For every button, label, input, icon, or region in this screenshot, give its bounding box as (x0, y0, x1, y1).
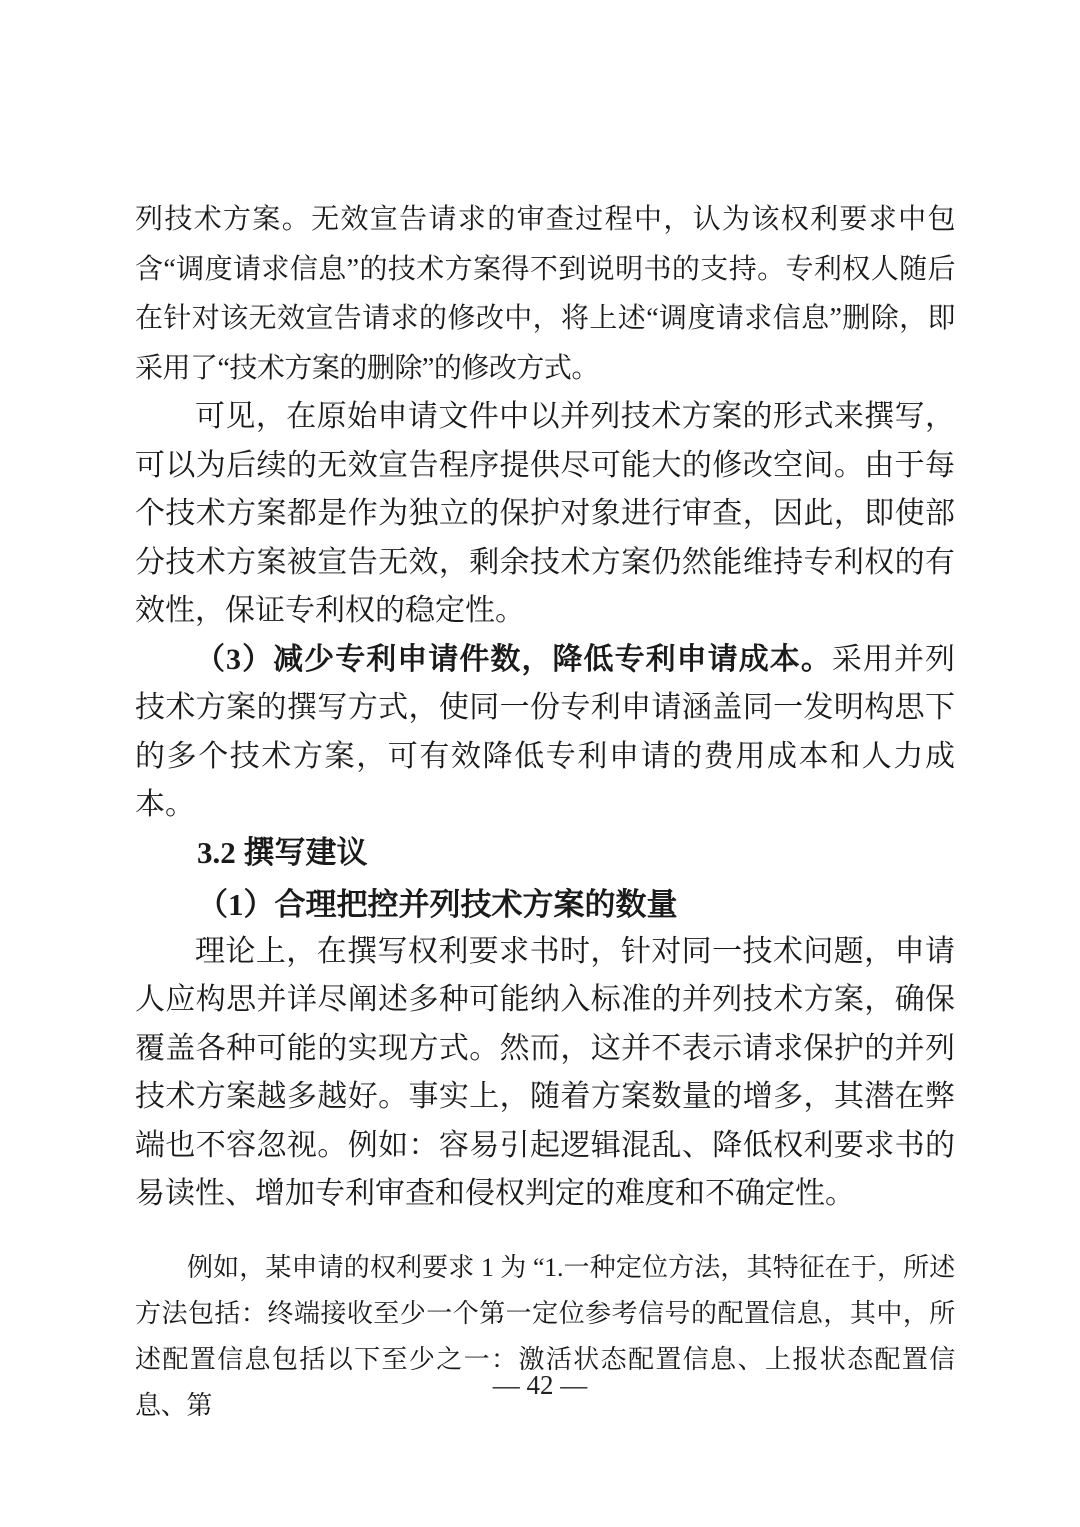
section-heading-3-2: 3.2 撰写建议 (197, 834, 368, 870)
document-body (135, 195, 955, 1429)
page-number: — 42 — (492, 1370, 588, 1400)
paragraph-example-continuation: 列技术方案。无效宣告请求的审查过程中，认为该权利要求中包含“调度请求信息”的技术方案得不到说明书的支持。专利权人随后在针对该无效宣告请求的修改中，将上述“调度请求信息”删除，即采用了“技术方案的删除”的修改方式。 (135, 204, 955, 384)
subsection-heading-1: （1）合理把控并列技术方案的数量 (197, 886, 678, 922)
benefit-3-bold-lead: （3）减少专利申请件数，降低专利申请成本。 (195, 642, 832, 676)
page-footer (0, 1368, 1080, 1402)
paragraph-theory: 理论上，在撰写权利要求书时，针对同一技术问题，申请人应构思并详尽阐述多种可能纳入标准的并列技术方案，确保覆盖各种可能的实现方式。然而，这并不表示请求保护的并列技术方案越多越好。事实上，随着方案数量的增多，其潜在弊端也不容忽视。例如：容易引起逻辑混乱、降低权利要求书的易读性、增加专利审查和侵权判定的难度和不确定性。 (135, 934, 955, 1210)
benefit-3-text: 采用并列技术方案的撰写方式，使同一份专利申请涵盖同一发明构思下的多个技术方案，可有效降低专利申请的费用成本和人力成本。 (135, 642, 956, 821)
paragraph-modification-space: 可见，在原始申请文件中以并列技术方案的形式来撰写，可以为后续的无效宣告程序提供尽可能大的修改空间。由于每个技术方案都是作为独立的保护对象进行审查，因此，即使部分技术方案被宣告无效，剩余技术方案仍然能维持专利权的有效性，保证专利权的稳定性。 (135, 400, 955, 627)
paragraph-benefit-3 (135, 636, 955, 830)
paragraph-claim-example: 例如，某申请的权利要求 1 为 “1.一种定位方法，其特征在于，所述方法包括：终端接收至少一个第一定位参考信号的配置信息，其中，所述配置信息包括以下至少之一：激活状态配置信息、上报状态配置信息、第 (135, 1252, 955, 1420)
